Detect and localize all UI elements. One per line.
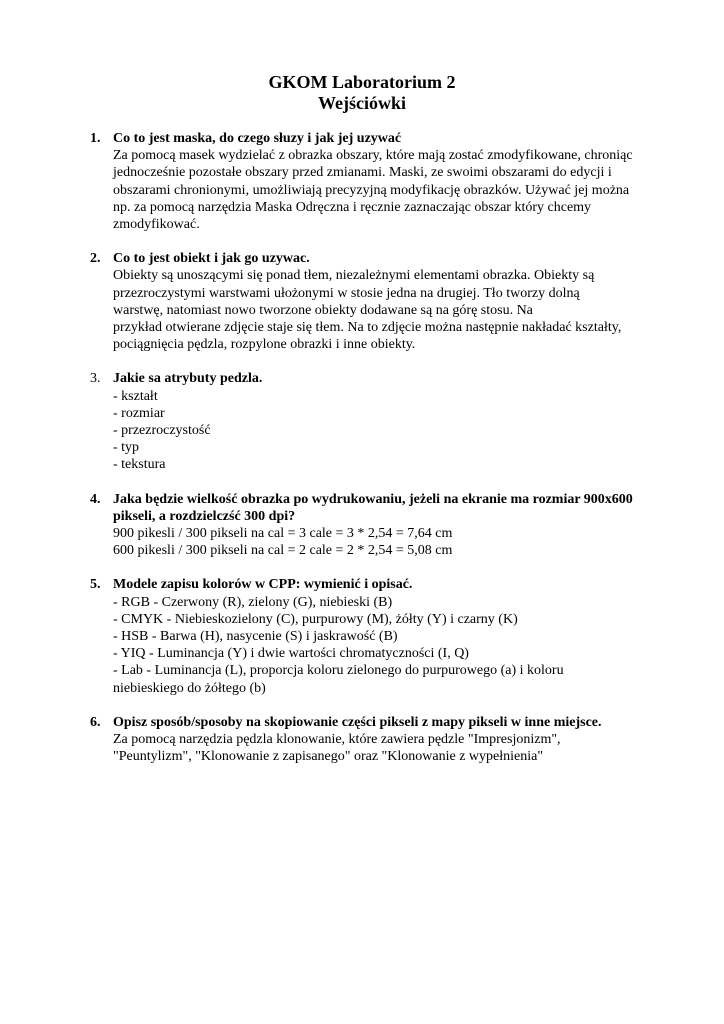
question-heading: Jaka będzie wielkość obrazka po wydrukowaniu, jeżeli na ekranie ma rozmiar 900x600 — [113, 491, 633, 507]
question-heading: Jakie sa atrybuty pedzla. — [113, 371, 263, 387]
question-number: 3. — [90, 371, 101, 387]
answer-line: przykład otwierane zdjęcie staje się tłem. Na to zdjęcie można następnie nakładać kształty, — [113, 320, 622, 336]
question-heading: Opisz sposób/sposoby na skopiowanie części pikseli z mapy pikseli w inne miejsce. — [113, 714, 602, 730]
question-number: 5. — [90, 577, 101, 593]
question-heading: pikseli, a rozdzielczść 300 dpi? — [113, 508, 296, 524]
title-line-1: GKOM Laboratorium 2 — [268, 72, 456, 92]
answer-line: pociągnięcia pędzla, rozpylone obrazki i inne obiekty. — [113, 337, 416, 353]
answer-line: - rozmiar — [113, 405, 165, 421]
answer-line: zmodyfikować. — [113, 217, 200, 233]
answer-line: - przezroczystość — [113, 423, 211, 439]
answer-line: - HSB - Barwa (H), nasycenie (S) i jaskrawość (B) — [113, 629, 398, 645]
question-6 — [90, 714, 650, 766]
question-3 — [90, 370, 650, 473]
answer-line: Obiekty są unoszącymi się ponad tłem, niezależnymi elementami obrazka. Obiekty są — [113, 268, 595, 284]
document-title — [0, 72, 724, 114]
answer-line: np. za pomocą narzędzia Maska Odręczna i ręcznie zaznaczając obszar który chcemy — [113, 199, 592, 215]
question-heading: Co to jest maska, do czego słuzy i jak jej uzywać — [113, 131, 402, 146]
answer-line: jednocześnie pozostałe obszary przed zmianami. Maski, ze swoimi obszarami do edycji i — [113, 165, 612, 181]
answer-line: Za pomocą narzędzia pędzla klonowanie, które zawiera pędzle "Impresjonizm", — [113, 732, 561, 748]
answer-line: - tekstura — [113, 457, 166, 473]
answer-line: 900 pikesli / 300 pikseli na cal = 3 cale = 3 * 2,54 = 7,64 cm — [113, 526, 453, 542]
question-heading: Co to jest obiekt i jak go uzywac. — [113, 251, 310, 267]
answer-line: niebieskiego do żółtego (b) — [113, 680, 266, 696]
question-4 — [90, 491, 650, 560]
answer-line: obszarami chronionymi, umożliwiają precyzyjną modyfikację obrazków. Używać jej można — [113, 182, 630, 198]
question-number: 1. — [90, 131, 101, 146]
answer-line: - kształt — [113, 388, 158, 404]
answer-line: przezroczystymi warstwami ułożonymi w stosie jedna na drugiej. Tło tworzy dolną — [113, 285, 580, 301]
answer-line: - typ — [113, 440, 140, 456]
answer-line: 600 pikesli / 300 pikseli na cal = 2 cale = 2 * 2,54 = 5,08 cm — [113, 543, 453, 559]
title-line-2: Wejściówki — [318, 93, 406, 113]
answer-line: Za pomocą masek wydzielać z obrazka obszary, które mają zostać zmodyfikowane, chroniąc — [113, 148, 633, 164]
question-number: 6. — [90, 714, 101, 730]
answer-line: - CMYK - Niebieskozielony (C), purpurowy (M), żółty (Y) i czarny (K) — [113, 611, 518, 627]
answer-line: "Peuntylizm", "Klonowanie z zapisanego" oraz "Klonowanie z wypełnienia" — [113, 749, 544, 765]
answer-line: - Lab - Luminancja (L), proporcja koloru zielonego do purpurowego (a) i koloru — [113, 663, 564, 679]
answer-line: - YIQ - Luminancja (Y) i dwie wartości chromatyczności (I, Q) — [113, 646, 469, 662]
answer-line: - RGB - Czerwony (R), zielony (G), niebieski (B) — [113, 594, 393, 610]
question-number: 4. — [90, 491, 101, 507]
question-5 — [90, 576, 650, 696]
question-number: 2. — [90, 251, 101, 267]
question-heading: Modele zapisu kolorów w CPP: wymienić i opisać. — [113, 577, 413, 593]
answer-line: warstwę, natomiast nowo tworzone obiekty dodawane są na górę stosu. Na — [113, 302, 533, 318]
question-2 — [90, 250, 650, 353]
question-list — [90, 130, 650, 766]
question-1 — [90, 130, 650, 233]
